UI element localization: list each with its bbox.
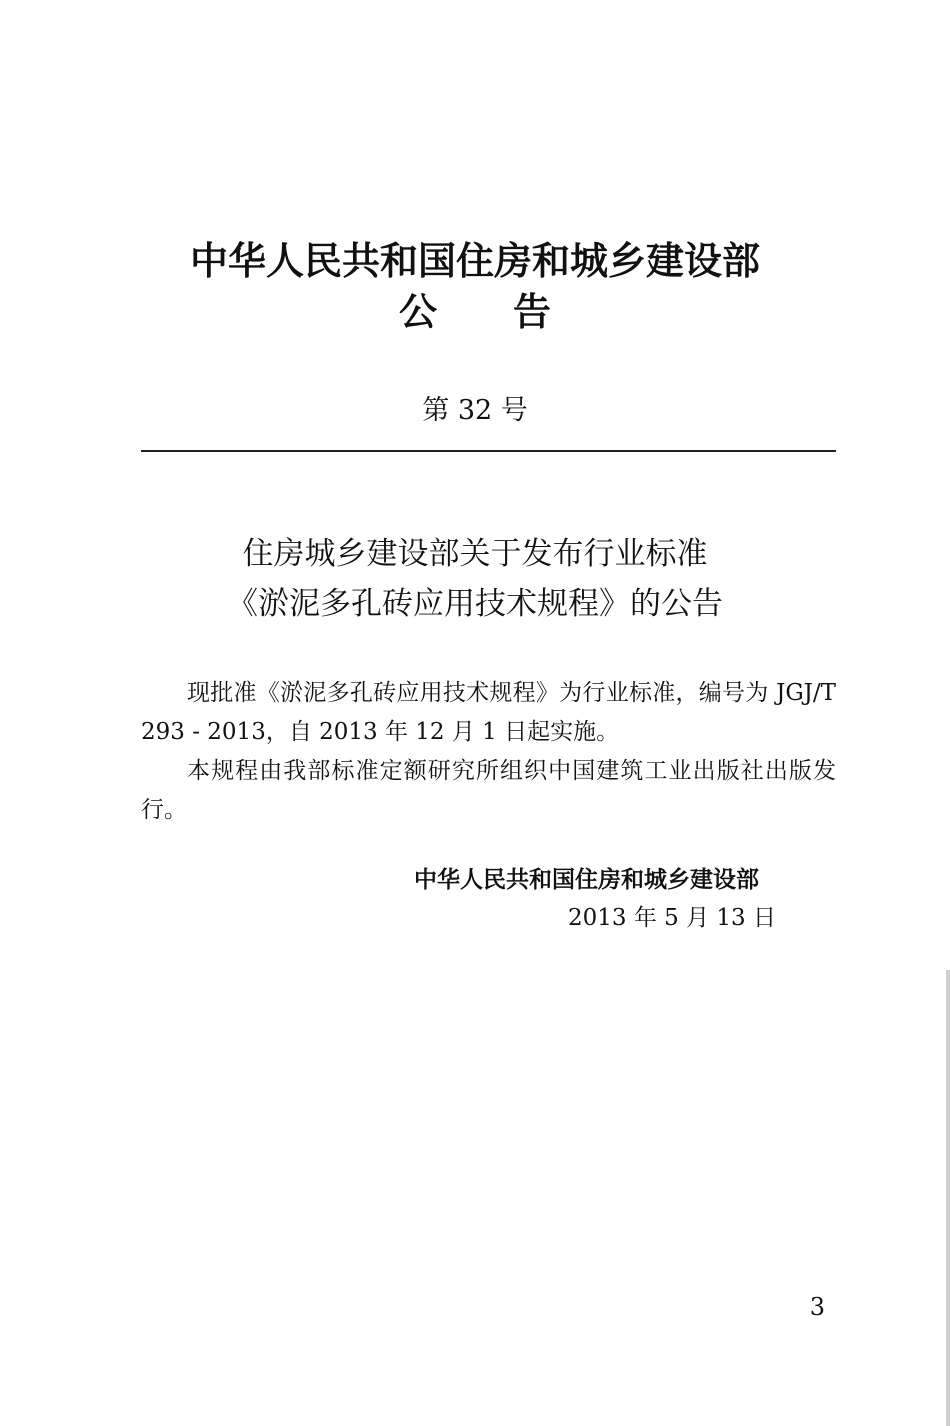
signatory: 中华人民共和国住房和城乡建设部 xyxy=(414,867,759,893)
document-number: 第 32 号 xyxy=(422,395,528,426)
announcement-label xyxy=(0,287,950,337)
page-edge-shadow xyxy=(946,970,950,1426)
header-divider xyxy=(141,450,836,452)
subject-line-1: 住房城乡建设部关于发布行业标准 xyxy=(242,536,708,572)
announcement-char-1: 公 xyxy=(398,290,437,334)
signature-date: 2013 年 5 月 13 日 xyxy=(568,905,776,931)
subject-line-2: 《淤泥多孔砖应用技术规程》的公告 xyxy=(227,586,723,622)
announcement-char-2: 告 xyxy=(513,290,552,334)
announcement-subject xyxy=(0,529,950,629)
issuer-title: 中华人民共和国住房和城乡建设部 xyxy=(189,239,760,283)
body-paragraph-2: 本规程由我部标准定额研究所组织中国建筑工业出版社出版发行。 xyxy=(141,758,836,823)
body-paragraph-1: 现批准《淤泥多孔砖应用技术规程》为行业标准，编号为 JGJ/T 293 - 2013，自 2013 年 12 月 1 日起实施。 xyxy=(141,680,836,745)
announcement-body xyxy=(141,674,836,830)
page-number: 3 xyxy=(809,1293,825,1321)
